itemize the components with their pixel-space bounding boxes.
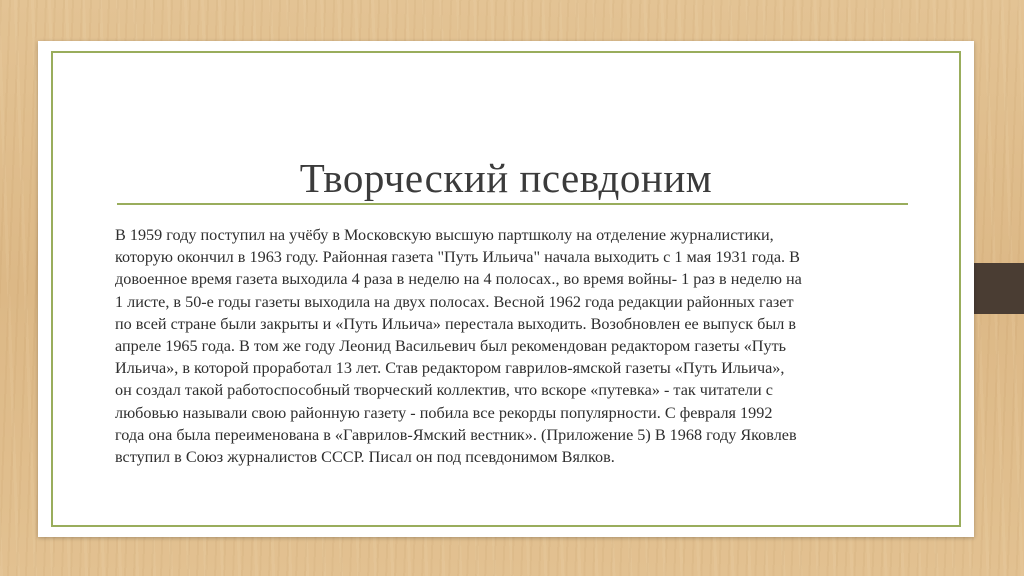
title-divider <box>117 203 908 205</box>
slide-title: Творческий псевдоним <box>299 155 713 201</box>
slide-body-text: В 1959 году поступил на учёбу в Московскую высшую партшколу на отделение журналистики, которую окончил в 1963 году. Районная газета "Путь Ильича" начала выходить с 1 мая 1931 года. В довоенное время газета выходила 4 раза в неделю на 4 полосах., во время войны- 1 раз в неделю на 1 листе, в 50-е годы газеты выходила на двух полосах. Весной 1962 года редакции районных газет по всей стране были закрыты и «Путь Ильича» перестала выходить. Возобновлен ее выпуск был в апреле 1965 года. В том же году Леонид Васильевич был рекомендован редактором газеты «Путь Ильича», в которой проработал 13 лет. Став редактором гаврилов-ямской газеты «Путь Ильича», он создал такой работоспособный творческий коллектив, что вскоре «путевка» - так читатели с любовью называли свою районную газету - побила все рекорды популярности. С февраля 1992 года она была переименована в «Гаврилов-Ямский вестник». (Приложение 5) В 1968 году Яковлев вступил в Союз журналистов СССР. Писал он под псевдонимом Вялков. <box>115 226 802 467</box>
slide-card <box>38 41 974 537</box>
